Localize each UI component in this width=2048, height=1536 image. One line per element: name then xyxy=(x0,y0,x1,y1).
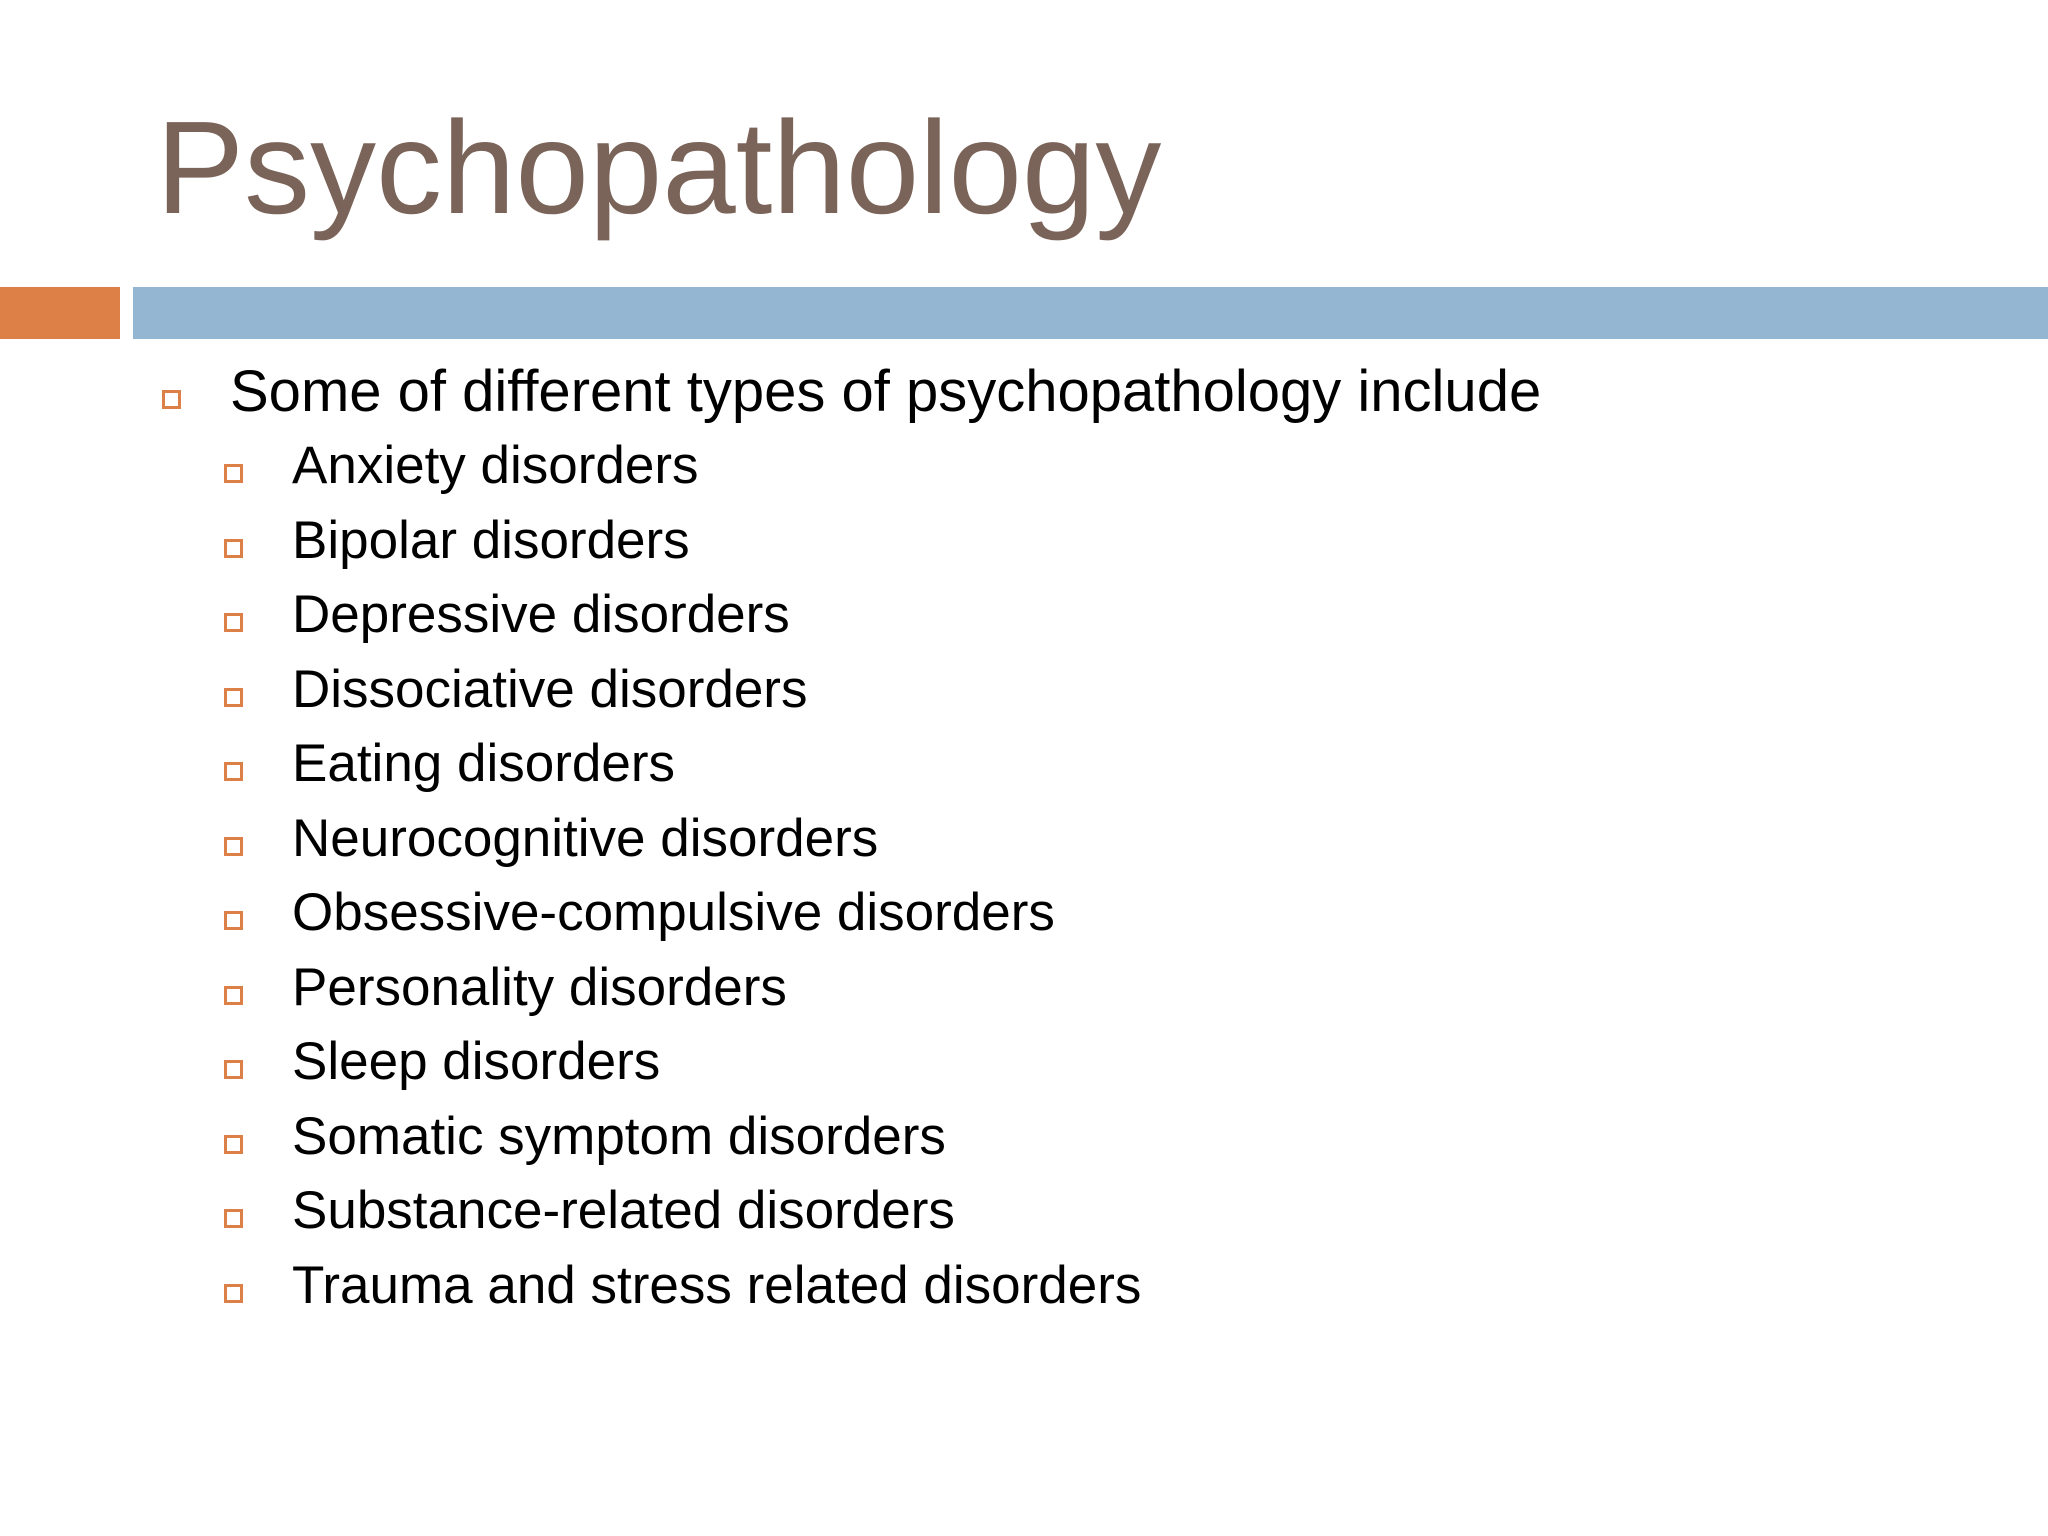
list-item xyxy=(0,1025,2048,1100)
square-bullet-icon xyxy=(224,539,243,558)
square-bullet-icon xyxy=(224,1209,243,1228)
list-item-text: Substance-related disorders xyxy=(292,1181,955,1240)
list-item xyxy=(0,951,2048,1026)
list-item-text: Obsessive-compulsive disorders xyxy=(292,883,1055,942)
square-bullet-icon xyxy=(224,613,243,632)
list-item-text: Somatic symptom disorders xyxy=(292,1106,946,1166)
list-item xyxy=(0,1249,2048,1324)
list-item xyxy=(0,504,2048,579)
square-bullet-icon xyxy=(162,390,181,409)
square-bullet-icon xyxy=(224,1284,243,1303)
sub-bullet-list xyxy=(0,429,2048,1323)
list-item xyxy=(0,802,2048,877)
square-bullet-icon xyxy=(224,911,243,930)
list-item xyxy=(0,876,2048,951)
slide-content xyxy=(0,355,2048,1323)
list-item xyxy=(0,727,2048,802)
square-bullet-icon xyxy=(224,986,243,1005)
list-item-text: Eating disorders xyxy=(292,734,675,793)
bullet-intro xyxy=(0,355,2048,429)
list-item-text: Anxiety disorders xyxy=(292,436,699,495)
slide-title: Psychopathology xyxy=(156,94,1162,241)
list-item-text: Sleep disorders xyxy=(292,1032,661,1091)
list-item-text: Dissociative disorders xyxy=(292,659,808,719)
square-bullet-icon xyxy=(224,1135,243,1154)
list-item xyxy=(0,653,2048,728)
square-bullet-icon xyxy=(224,688,243,707)
square-bullet-icon xyxy=(224,762,243,781)
square-bullet-icon xyxy=(224,464,243,483)
list-item-text: Depressive disorders xyxy=(292,585,790,644)
square-bullet-icon xyxy=(224,1060,243,1079)
accent-bar-blue xyxy=(133,287,2048,339)
list-item xyxy=(0,1174,2048,1249)
square-bullet-icon xyxy=(224,837,243,856)
list-item-text: Neurocognitive disorders xyxy=(292,808,879,868)
list-item-text: Trauma and stress related disorders xyxy=(292,1255,1142,1315)
list-item-text: Bipolar disorders xyxy=(292,510,690,570)
list-item xyxy=(0,578,2048,653)
accent-bar-orange xyxy=(0,287,120,339)
list-item-text: Personality disorders xyxy=(292,957,787,1017)
bullet-intro-text: Some of different types of psychopathology include xyxy=(230,359,1542,424)
list-item xyxy=(0,429,2048,504)
list-item xyxy=(0,1100,2048,1175)
